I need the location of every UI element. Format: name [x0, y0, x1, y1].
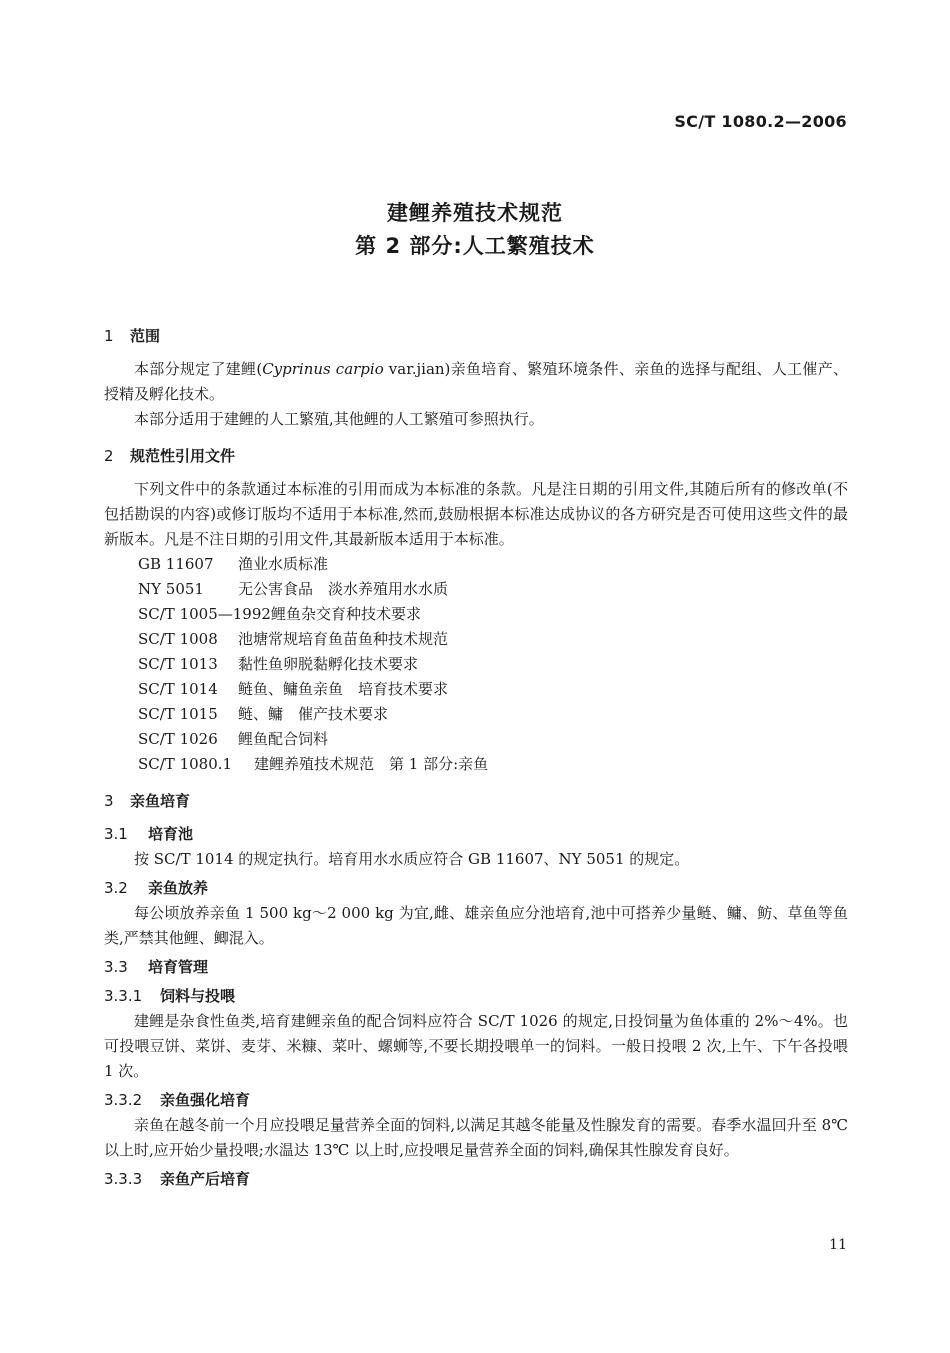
title-line-2: 第 2 部分:人工繁殖技术: [355, 234, 595, 258]
section-number: 3: [104, 792, 114, 810]
section-title: 亲鱼培育: [130, 792, 191, 810]
text-run: var.jian)亲鱼培育、繁殖环境条件、亲鱼的选择与配组、人工催产、授精及孵化技术。: [104, 360, 848, 403]
reference-code: SC/T 1005—1992: [138, 605, 271, 623]
scope-paragraph-2: 本部分适用于建鲤的人工繁殖,其他鲤的人工繁殖可参照执行。: [134, 410, 544, 428]
section-number: 3.2: [104, 879, 128, 897]
section-title: 规范性引用文件: [130, 447, 236, 465]
reference-title: 鲤鱼杂交育种技术要求: [270, 605, 421, 623]
reference-item: [104, 752, 848, 777]
page-number: 11: [829, 1237, 847, 1253]
reference-item: [104, 627, 848, 652]
reference-item: [104, 652, 848, 677]
reference-title: 无公害食品 淡水养殖用水水质: [238, 580, 449, 598]
section-title: 培育池: [148, 825, 194, 843]
section-title: 亲鱼强化培育: [160, 1091, 251, 1109]
text-run: 本部分规定了建鲤(: [134, 360, 263, 378]
reference-item: [104, 602, 848, 627]
reference-code: NY 5051: [138, 580, 204, 598]
document-title: [0, 197, 950, 263]
section-title: 范围: [130, 327, 161, 345]
reference-item: [104, 577, 848, 602]
reference-code: SC/T 1080.1: [138, 755, 233, 773]
reference-title: 池塘常规培育鱼苗鱼种技术规范: [238, 630, 449, 648]
title-line-1: 建鲤养殖技术规范: [387, 201, 563, 225]
section-title: 亲鱼产后培育: [160, 1170, 251, 1188]
section-3-3-1-heading: [104, 984, 848, 1009]
section-title: 亲鱼放养: [148, 879, 209, 897]
reference-item: [104, 727, 848, 752]
species-name: Cyprinus carpio: [262, 360, 384, 378]
reference-title: 鲢、鳙 催产技术要求: [238, 705, 389, 723]
section-2-heading: [104, 444, 848, 469]
section-3-2-heading: [104, 876, 848, 901]
section-number: 2: [104, 447, 114, 465]
section-3-1-heading: [104, 822, 848, 847]
section-number: 3.3.2: [104, 1091, 143, 1109]
reference-item: [104, 702, 848, 727]
scope-paragraph-1: [104, 357, 848, 407]
section-3-2-paragraph: 每公顷放养亲鱼 1 500 kg～2 000 kg 为宜,雌、雄亲鱼应分池培育,池中可搭养少量鲢、鳙、鲂、草鱼等鱼类,严禁其他鲤、鲫混入。: [104, 904, 848, 947]
reference-title: 渔业水质标准: [238, 555, 329, 573]
section-1-heading: [104, 324, 848, 349]
reference-code: SC/T 1015: [138, 705, 218, 723]
document-body: [104, 318, 848, 1192]
reference-list: [104, 552, 848, 777]
reference-code: SC/T 1014: [138, 680, 218, 698]
section-3-3-1-paragraph: 建鲤是杂食性鱼类,培育建鲤亲鱼的配合饲料应符合 SC/T 1026 的规定,日投饲量为鱼体重的 2%～4%。也可投喂豆饼、菜饼、麦芽、米糠、菜叶、螺蛳等,不要长期投喂单一的饲料。一般日投喂 2 次,上午、下午各投喂 1 次。: [104, 1012, 848, 1080]
reference-code: SC/T 1008: [138, 630, 218, 648]
section-title: 饲料与投喂: [160, 987, 236, 1005]
section-number: 3.1: [104, 825, 128, 843]
reference-title: 黏性鱼卵脱黏孵化技术要求: [238, 655, 419, 673]
section-number: 1: [104, 327, 114, 345]
section-title: 培育管理: [148, 958, 209, 976]
section-3-3-heading: [104, 955, 848, 980]
reference-code: SC/T 1026: [138, 730, 218, 748]
section-3-1-paragraph: 按 SC/T 1014 的规定执行。培育用水水质应符合 GB 11607、NY 5051 的规定。: [134, 850, 690, 868]
section-3-3-2-heading: [104, 1088, 848, 1113]
reference-title: 鲤鱼配合饲料: [238, 730, 329, 748]
section-number: 3.3: [104, 958, 128, 976]
section-3-3-3-heading: [104, 1167, 848, 1192]
reference-title: 建鲤养殖技术规范 第 1 部分:亲鱼: [254, 755, 489, 773]
reference-title: 鲢鱼、鳙鱼亲鱼 培育技术要求: [238, 680, 449, 698]
reference-code: SC/T 1013: [138, 655, 218, 673]
reference-item: [104, 677, 848, 702]
section-number: 3.3.3: [104, 1170, 143, 1188]
reference-code: GB 11607: [138, 555, 214, 573]
standard-code: SC/T 1080.2—2006: [674, 112, 847, 131]
section-3-heading: [104, 789, 848, 814]
normative-references-paragraph: 下列文件中的条款通过本标准的引用而成为本标准的条款。凡是注日期的引用文件,其随后所有的修改单(不包括勘误的内容)或修订版均不适用于本标准,然而,鼓励根据本标准达成协议的各方研究是否可使用这些文件的最新版本。凡是不注日期的引用文件,其最新版本适用于本标准。: [104, 480, 848, 548]
reference-item: [104, 552, 848, 577]
section-number: 3.3.1: [104, 987, 143, 1005]
section-3-3-2-paragraph: 亲鱼在越冬前一个月应投喂足量营养全面的饲料,以满足其越冬能量及性腺发育的需要。春季水温回升至 8℃ 以上时,应开始少量投喂;水温达 13℃ 以上时,应投喂足量营养全面的饲料,确保其性腺发育良好。: [104, 1116, 848, 1159]
